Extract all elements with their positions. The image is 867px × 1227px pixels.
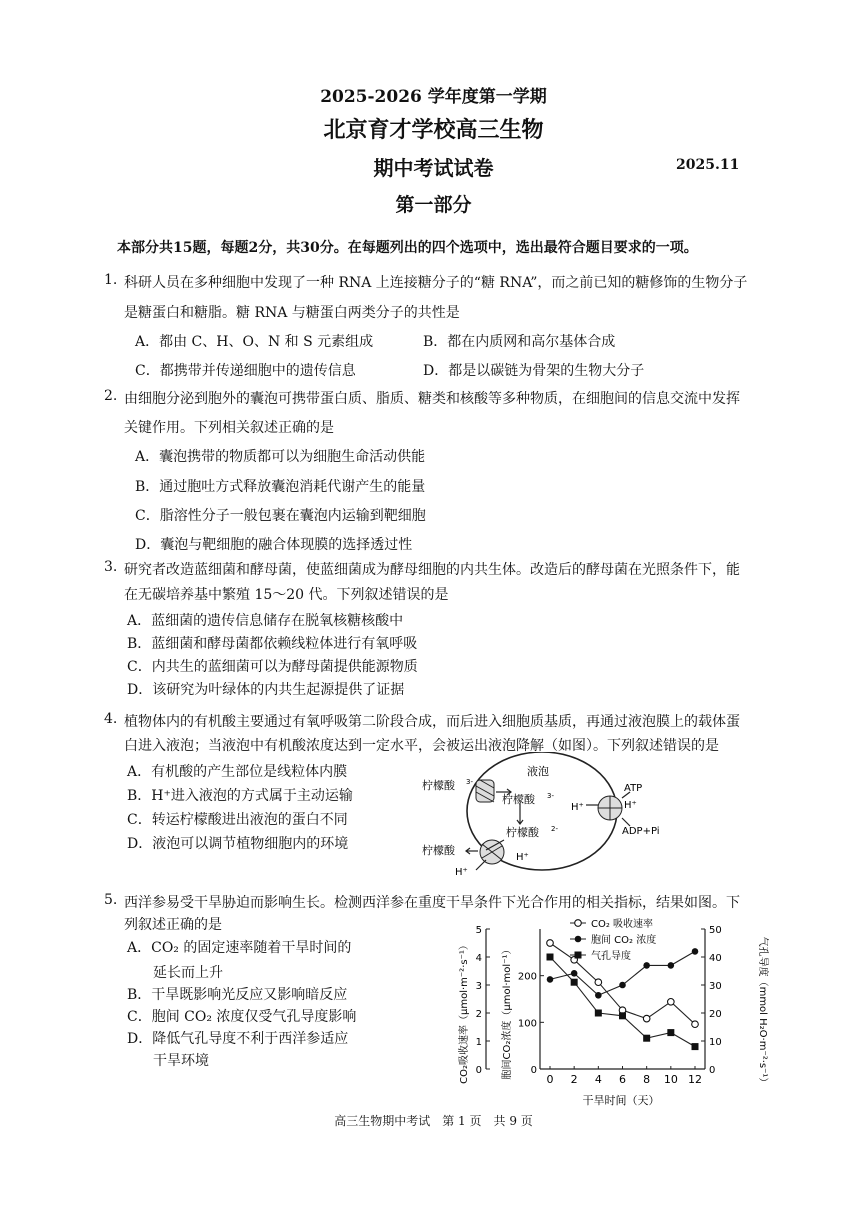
q1-option-c: C．都携带并传递细胞中的遗传信息 (135, 363, 356, 379)
q1-option-a: A．都由 C、H、O、N 和 S 元素组成 (135, 334, 374, 350)
citrate-charge-top: 3- (466, 778, 473, 786)
q2-stem-line1: 由细胞分泌到胞外的囊泡可携带蛋白质、脂质、糖类和核酸等多种物质，在细胞间的信息交流中发挥 (124, 391, 740, 407)
citrate-charge-bottom: 2- (551, 825, 558, 833)
left-tick-label: 0 (475, 1065, 482, 1076)
series-0-point (547, 940, 554, 947)
q2-stem-line2: 关键作用。下列相关叙述正确的是 (124, 420, 334, 436)
page-footer: 高三生物期中考试 第 1 页 共 9 页 (334, 1114, 533, 1128)
part-title: 第一部分 (395, 194, 472, 216)
year-title: 2025-2026 学年度第一学期 (320, 87, 547, 107)
drought-chart (450, 912, 770, 1112)
q5-option-b: B．干旱既影响光反应又影响暗反应 (127, 987, 348, 1003)
q4-number: 4. (104, 711, 118, 727)
legend-marker-1 (575, 936, 582, 943)
q2-option-a: A．囊泡携带的物质都可以为细胞生命活动供能 (135, 449, 426, 465)
series-2-point (547, 954, 554, 961)
x-tick-label: 2 (570, 1073, 578, 1086)
x-tick-label: 4 (594, 1073, 602, 1086)
part-intro: 本部分共15题，每题2分，共30分。在每题列出的四个选项中，选出最符合题目要求的一项。 (117, 240, 698, 256)
series-1-point (595, 992, 602, 999)
series-0-point (595, 979, 602, 986)
citrate-inside-top: 柠檬酸 (502, 793, 535, 806)
q4-option-d: D．液泡可以调节植物细胞内的环境 (127, 836, 349, 852)
q1-stem-line2: 是糖蛋白和糖脂。糖 RNA 与糖蛋白两类分子的共性是 (124, 305, 460, 321)
q4-option-a: A．有机酸的产生部位是线粒体内膜 (127, 764, 348, 780)
citrate-outside-top: 柠檬酸 (422, 779, 455, 792)
left-tick-label: 1 (475, 1037, 482, 1048)
series-1-point (547, 976, 554, 983)
x-tick-label: 6 (619, 1073, 626, 1086)
series-0-point (692, 1021, 699, 1028)
q3-stem-line2: 在无碳培养基中繁殖 15～20 代。下列叙述错误的是 (124, 587, 449, 603)
q2-number: 2. (104, 388, 118, 404)
q5-option-d-cont: 干旱环境 (153, 1053, 209, 1069)
right-tick-label: 30 (709, 981, 722, 992)
series-2-point (643, 1035, 650, 1042)
right-tick-label: 10 (709, 1037, 722, 1048)
series-2-point (619, 1012, 626, 1019)
q5-option-c: C．胞间 CO₂ 浓度仅受气孔导度影响 (127, 1009, 357, 1025)
series-0-point (643, 1015, 650, 1022)
x-tick-label: 10 (663, 1073, 678, 1086)
series-1-point (571, 970, 578, 977)
q3-option-c: C．内共生的蓝细菌可以为酵母菌提供能源物质 (127, 659, 418, 675)
series-2-point (667, 1029, 674, 1036)
proton-pump (598, 796, 622, 820)
x-tick-label: 8 (643, 1073, 651, 1086)
x-axis-label: 干旱时间（天） (582, 1094, 660, 1107)
series-0-point (668, 999, 675, 1006)
left-tick-label: 4 (475, 953, 482, 964)
q5-stem-line1: 西洋参易受干旱胁迫而影响生长。检测西洋参在重度干旱条件下光合作用的相关指标，结果如图。下 (124, 895, 740, 911)
legend-marker-0 (575, 920, 582, 927)
series-2-point (571, 979, 578, 986)
series-1-point (692, 948, 699, 955)
vacuole-label: 液泡 (527, 765, 549, 778)
citrate-antiporter (480, 840, 504, 864)
q4-stem-line1: 植物体内的有机酸主要通过有氧呼吸第二阶段合成，而后进入细胞质基质，再通过液泡膜上的载体蛋 (124, 714, 740, 730)
q3-number: 3. (104, 559, 118, 575)
q5-stem-line2: 列叙述正确的是 (124, 917, 222, 933)
q4-stem-line2: 白进入液泡；当液泡中有机酸浓度达到一定水平，会被运出液泡降解（如图）。下列叙述错误的是 (124, 738, 719, 754)
y-axis-label-left: CO₂吸收速率（μmol·m⁻²·s⁻¹） (459, 940, 470, 1084)
q3-option-b: B．蓝细菌和酵母菌都依赖线粒体进行有氧呼吸 (127, 636, 418, 652)
h-plus-outside: H⁺ (455, 867, 468, 878)
h-plus-pump-inside: H⁺ (571, 802, 584, 813)
series-1-point (619, 982, 626, 989)
q1-option-b: B．都在内质网和高尔基体合成 (423, 334, 616, 350)
series-1-point (643, 962, 650, 969)
citrate-export-transporter (476, 780, 494, 802)
q2-option-c: C．脂溶性分子一般包裹在囊泡内运输到靶细胞 (135, 508, 426, 524)
citrate-inside-bottom: 柠檬酸 (506, 826, 539, 839)
q3-option-d: D．该研究为叶绿体的内共生起源提供了证据 (127, 682, 405, 698)
left-tick-label: 5 (475, 925, 482, 936)
q4-option-c: C．转运柠檬酸进出液泡的蛋白不同 (127, 812, 348, 828)
y-axis-label-right: 气孔导度（mmol H₂O·m⁻²·s⁻¹） (757, 936, 768, 1088)
mid-tick-label: 0 (530, 1065, 537, 1076)
q5-number: 5. (104, 892, 118, 908)
citrate-charge-inside: 3- (547, 792, 554, 800)
atp-label: ATP (624, 783, 643, 794)
series-1-point (668, 962, 675, 969)
mid-tick-label: 100 (517, 1018, 537, 1030)
q5-option-a-cont: 延长而上升 (153, 965, 223, 981)
chart-legend (570, 917, 656, 962)
q1-stem-line1: 科研人员在多种细胞中发现了一种 RNA 上连接糖分子的“糖 RNA”，而之前已知的糖修饰的生物分子 (124, 275, 748, 291)
exam-title: 期中考试试卷 (373, 156, 494, 180)
school-title: 北京育才学校高三生物 (323, 117, 544, 143)
legend-co2-rate: CO₂ 吸收速率 (591, 919, 654, 930)
q5-option-d: D．降低气孔导度不利于西洋参适应 (127, 1031, 349, 1047)
right-tick-label: 0 (709, 1065, 716, 1076)
y-axis-label-mid: 胞间CO₂浓度（μmol·mol⁻¹） (502, 944, 513, 1080)
adp-label: ADP+Pi (622, 826, 660, 837)
q3-stem-line1: 研究者改造蓝细菌和酵母菌，使蓝细菌成为酵母细胞的内共生体。改造后的酵母菌在光照条件下，能 (124, 562, 740, 578)
mid-tick-label: 200 (517, 971, 537, 983)
q5-option-a: A．CO₂ 的固定速率随着干旱时间的 (127, 940, 352, 956)
x-tick-label: 12 (688, 1073, 702, 1086)
x-tick-label: 0 (546, 1073, 554, 1086)
right-tick-label: 50 (709, 925, 722, 936)
legend-intercellular-co2: 胞间 CO₂ 浓度 (591, 935, 657, 946)
q2-option-d: D．囊泡与靶细胞的融合体现膜的选择透过性 (135, 537, 413, 553)
h-plus-pump-outside: H⁺ (624, 800, 637, 811)
right-tick-label: 40 (709, 953, 722, 964)
q3-option-a: A．蓝细菌的遗传信息储存在脱氧核糖核酸中 (127, 613, 404, 629)
series-2-point (692, 1043, 699, 1050)
q2-option-b: B．通过胞吐方式释放囊泡消耗代谢产生的能量 (135, 479, 426, 495)
legend-stomatal-conductance: 气孔导度 (591, 951, 631, 962)
series-2-point (595, 1010, 602, 1017)
h-plus-inside: H⁺ (516, 852, 529, 863)
q1-option-d: D．都是以碳链为骨架的生物大分子 (423, 363, 645, 379)
exam-date: 2025.11 (676, 157, 740, 173)
legend-marker-2 (575, 952, 582, 959)
q1-number: 1. (104, 272, 118, 288)
left-tick-label: 2 (475, 1009, 482, 1020)
right-tick-label: 20 (709, 1009, 722, 1020)
vacuole-diagram (408, 752, 748, 882)
q4-option-b: B．H⁺进入液泡的方式属于主动运输 (127, 788, 353, 804)
citrate-outside-bottom: 柠檬酸 (422, 844, 455, 857)
left-tick-label: 3 (475, 981, 482, 992)
